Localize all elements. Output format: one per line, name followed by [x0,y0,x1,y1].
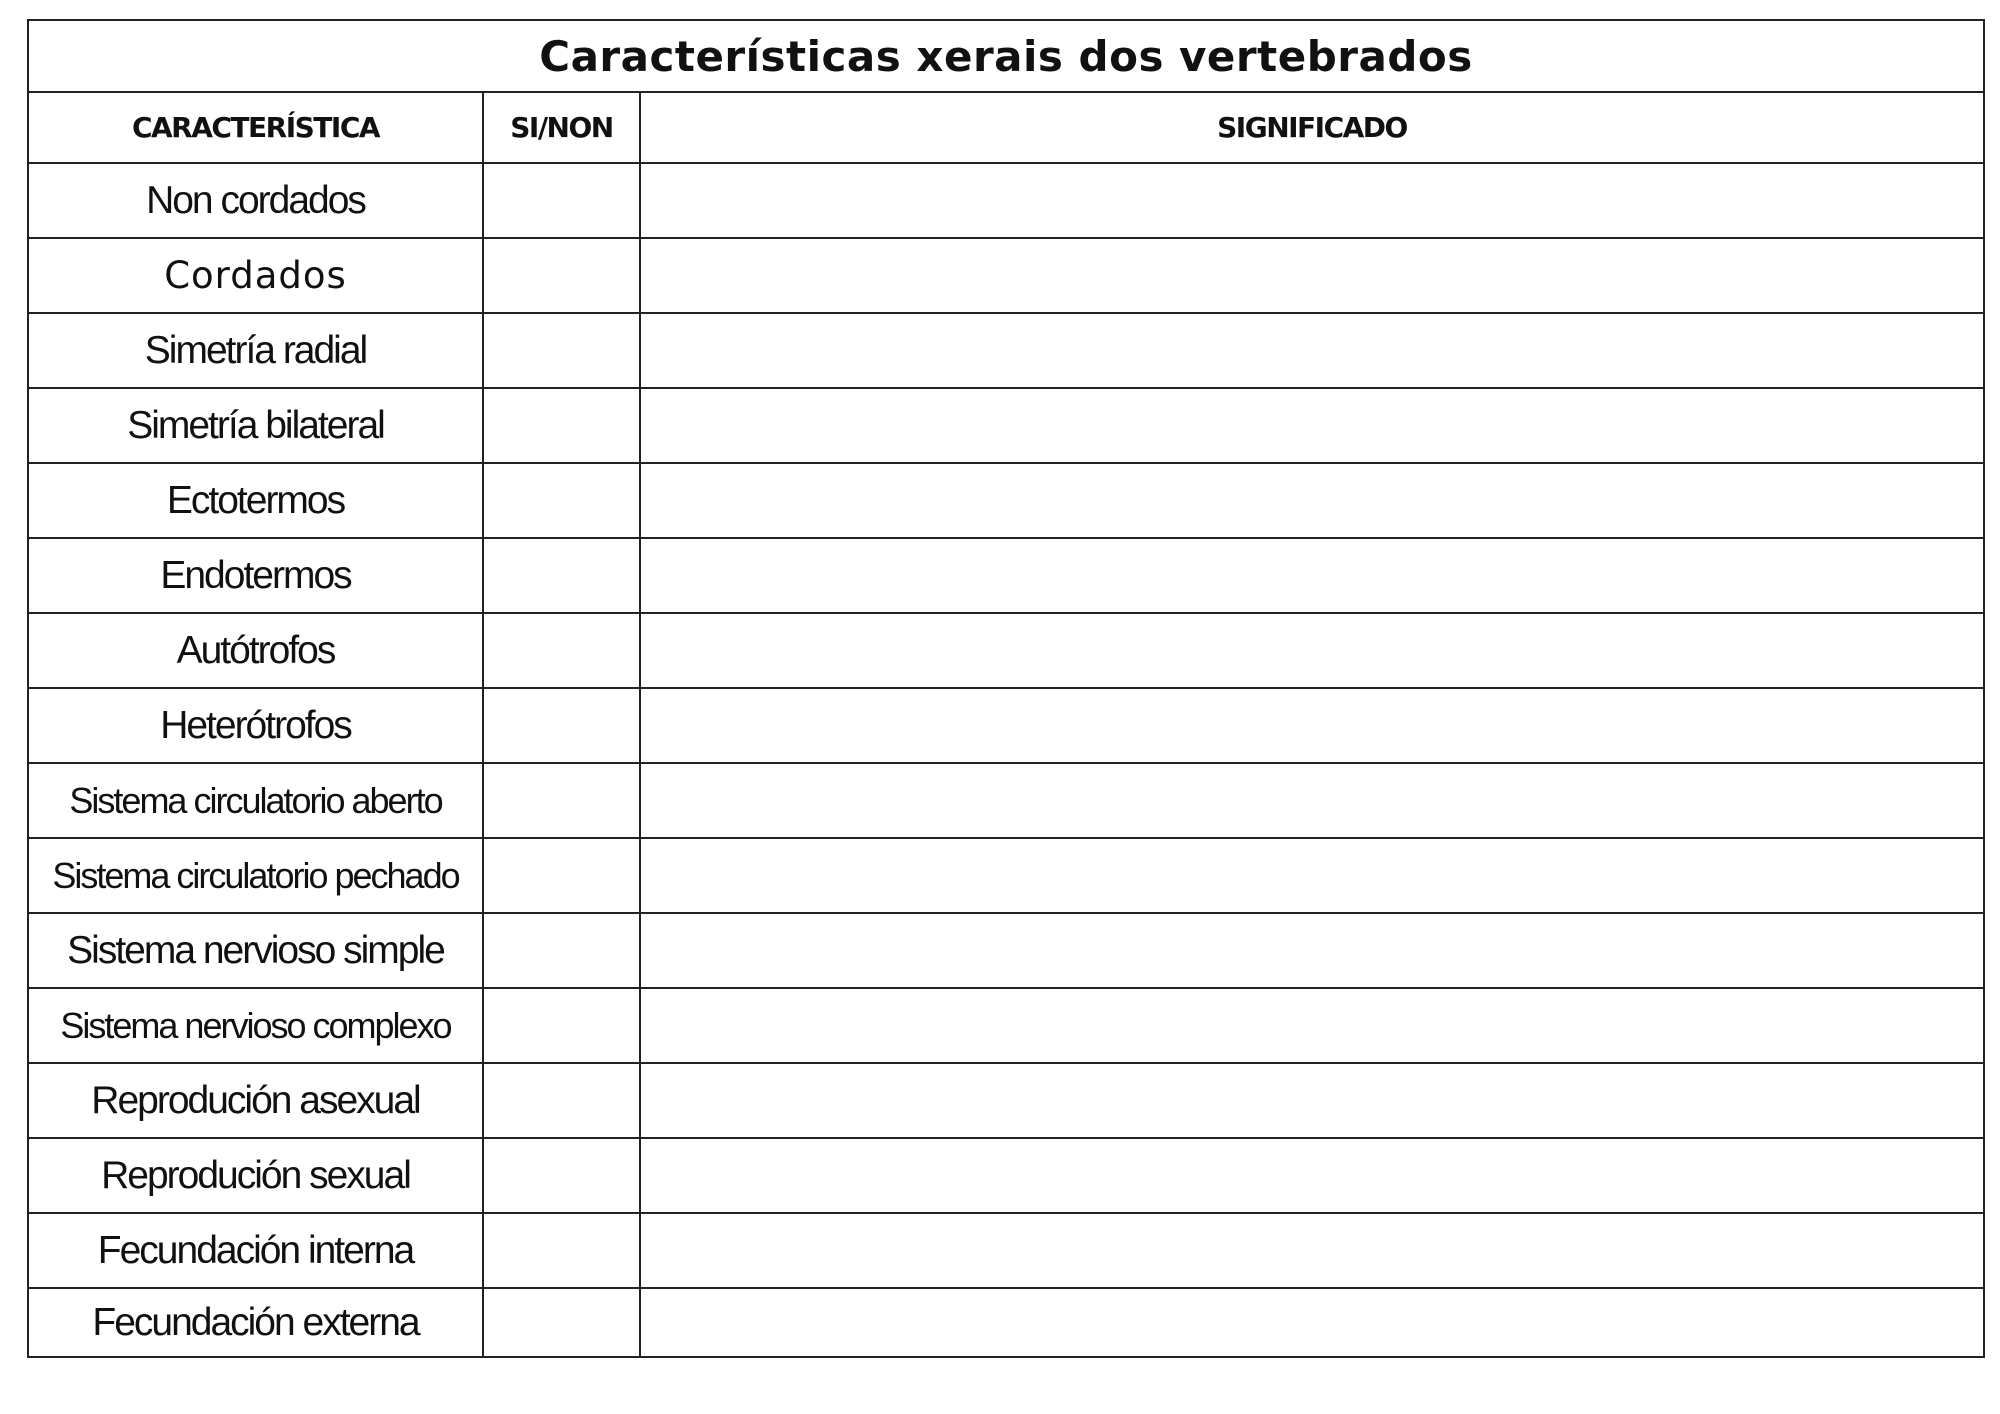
table-row [28,1138,1984,1213]
feature-cell: Sistema nervioso simple [28,913,483,988]
column-header-feature: CARACTERÍSTICA [28,92,483,163]
feature-cell: Simetría radial [28,313,483,388]
yesno-cell[interactable] [483,763,640,838]
feature-cell: Endotermos [28,538,483,613]
meaning-cell[interactable] [640,1213,1984,1288]
yesno-cell[interactable] [483,313,640,388]
meaning-cell[interactable] [640,1063,1984,1138]
table-row [28,1063,1984,1138]
meaning-cell[interactable] [640,838,1984,913]
yesno-cell[interactable] [483,613,640,688]
yesno-cell[interactable] [483,538,640,613]
meaning-cell[interactable] [640,163,1984,238]
yesno-cell[interactable] [483,838,640,913]
column-header-yesno: SI/NON [483,92,640,163]
meaning-cell[interactable] [640,538,1984,613]
table-row [28,163,1984,238]
meaning-cell[interactable] [640,313,1984,388]
table-row [28,1288,1984,1357]
meaning-cell[interactable] [640,388,1984,463]
yesno-cell[interactable] [483,1288,640,1357]
yesno-cell[interactable] [483,913,640,988]
header-row [28,92,1984,163]
feature-cell: Sistema circulatorio pechado [28,838,483,913]
feature-cell: Reprodución asexual [28,1063,483,1138]
meaning-cell[interactable] [640,1138,1984,1213]
yesno-cell[interactable] [483,1063,640,1138]
table-row [28,913,1984,988]
yesno-cell[interactable] [483,688,640,763]
table-row [28,1213,1984,1288]
yesno-cell[interactable] [483,463,640,538]
table-row [28,763,1984,838]
yesno-cell[interactable] [483,388,640,463]
feature-cell: Reprodución sexual [28,1138,483,1213]
meaning-cell[interactable] [640,913,1984,988]
feature-cell: Heterótrofos [28,688,483,763]
title-row [28,20,1984,92]
table-row [28,688,1984,763]
table-title: Características xerais dos vertebrados [28,20,1984,92]
characteristics-table [27,19,1985,1358]
table-row [28,238,1984,313]
table-row [28,463,1984,538]
meaning-cell[interactable] [640,988,1984,1063]
table-row [28,313,1984,388]
meaning-cell[interactable] [640,238,1984,313]
feature-cell: Fecundación interna [28,1213,483,1288]
meaning-cell[interactable] [640,1288,1984,1357]
feature-cell: Sistema nervioso complexo [28,988,483,1063]
meaning-cell[interactable] [640,613,1984,688]
table-row [28,538,1984,613]
yesno-cell[interactable] [483,238,640,313]
table-row [28,838,1984,913]
yesno-cell[interactable] [483,1138,640,1213]
yesno-cell[interactable] [483,1213,640,1288]
feature-cell: Simetría bilateral [28,388,483,463]
yesno-cell[interactable] [483,163,640,238]
meaning-cell[interactable] [640,463,1984,538]
table-row [28,613,1984,688]
feature-cell: Fecundación externa [28,1288,483,1357]
table-row [28,988,1984,1063]
feature-cell: Ectotermos [28,463,483,538]
meaning-cell[interactable] [640,688,1984,763]
meaning-cell[interactable] [640,763,1984,838]
feature-cell: Cordados [28,238,483,313]
table-row [28,388,1984,463]
yesno-cell[interactable] [483,988,640,1063]
feature-cell: Non cordados [28,163,483,238]
feature-cell: Autótrofos [28,613,483,688]
column-header-meaning: SIGNIFICADO [640,92,1984,163]
feature-cell: Sistema circulatorio aberto [28,763,483,838]
